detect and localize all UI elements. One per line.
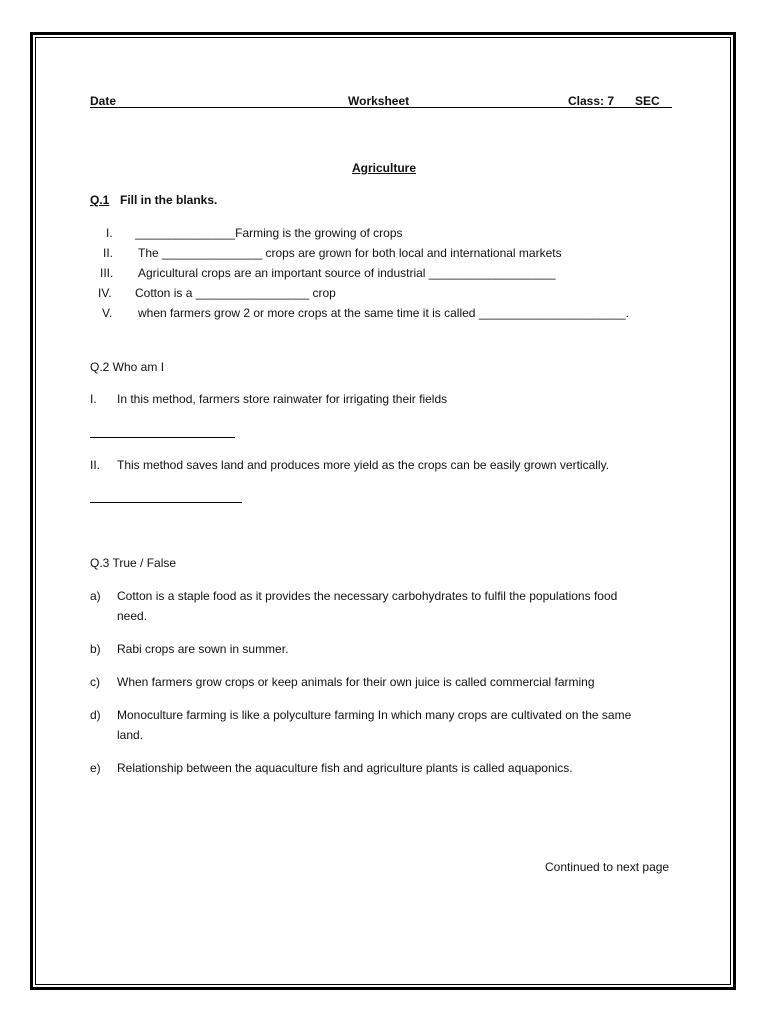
q2-item-text: This method saves land and produces more yield as the crops can be easily grown vertically.: [117, 458, 610, 472]
q1-item-text: The _______________ crops are grown for both local and international markets: [138, 246, 562, 260]
q3-item-num: c): [90, 675, 100, 689]
worksheet-label: Worksheet: [348, 94, 410, 108]
page-border-inner: [35, 37, 731, 985]
q3-item-num: e): [90, 761, 101, 775]
continued-note: Continued to next page: [545, 860, 670, 874]
q3-item-text: Cotton is a staple food as it provides the necessary carbohydrates to fulfil the populations food: [117, 589, 618, 603]
q3-item-text-cont: need.: [117, 609, 148, 623]
q2-item-text: In this method, farmers store rainwater for irrigating their fields: [117, 392, 448, 406]
q2-item-num: II.: [90, 458, 101, 472]
q1-heading: Fill in the blanks.: [120, 193, 218, 207]
q3-item-text: Monoculture farming is like a polyculture farming In which many crops are cultivated on the same: [117, 708, 632, 722]
q1-number: Q.1: [90, 193, 110, 207]
q3-item-num: d): [90, 708, 101, 722]
q1-item-num: IV.: [98, 286, 112, 300]
sec-label: SEC: [635, 94, 660, 108]
date-label: Date: [90, 94, 117, 108]
q1-item-text: Agricultural crops are an important source of industrial ___________________: [138, 266, 556, 280]
q3-item-num: a): [90, 589, 101, 603]
q3-item-text: Rabi crops are sown in summer.: [117, 642, 289, 656]
q1-item-text: Cotton is a _________________ crop: [135, 286, 336, 300]
q3-item-text: Relationship between the aquaculture fish and agriculture plants is called aquaponics.: [117, 761, 573, 775]
q2-heading: Q.2 Who am I: [90, 360, 165, 374]
q1-item-text: _______________Farming is the growing of crops: [135, 226, 403, 240]
class-label: Class: 7: [568, 94, 615, 108]
q3-item-text: When farmers grow crops or keep animals for their own juice is called commercial farming: [117, 675, 595, 689]
q1-item-num: I.: [106, 226, 113, 240]
q3-item-text-cont: land.: [117, 728, 144, 742]
q1-item-num: III.: [100, 266, 114, 280]
q1-item-num: II.: [103, 246, 114, 260]
q1-item-num: V.: [102, 306, 113, 320]
q2-item-num: I.: [90, 392, 97, 406]
q1-item-text: when farmers grow 2 or more crops at the same time it is called ______________________.: [138, 306, 629, 320]
page-title: Agriculture: [352, 161, 417, 175]
answer-blank-line: [90, 502, 242, 503]
q3-item-num: b): [90, 642, 101, 656]
q3-heading: Q.3 True / False: [90, 556, 177, 570]
answer-blank-line: [90, 437, 235, 438]
